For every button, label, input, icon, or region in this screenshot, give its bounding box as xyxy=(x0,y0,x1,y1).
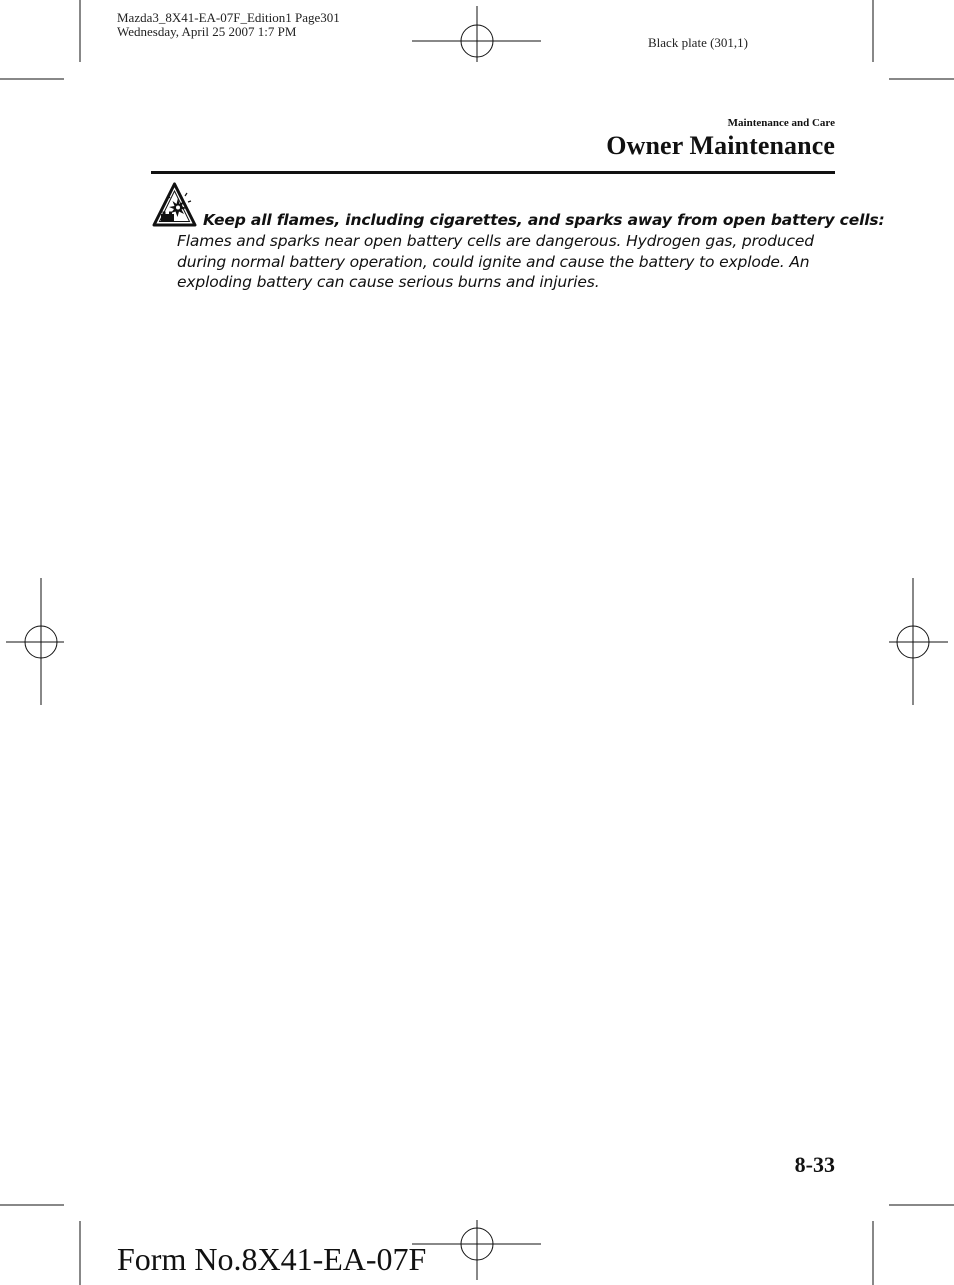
print-job-info: Mazda3_8X41-EA-07F_Edition1 Page301 xyxy=(117,10,340,25)
explosion-hazard-icon xyxy=(152,182,197,228)
page-number: 8-33 xyxy=(794,1152,835,1177)
warning-title: Keep all flames, including cigarettes, and sparks away from open battery cells: xyxy=(203,211,885,229)
section-name: Maintenance and Care xyxy=(727,117,835,129)
warning-text-line: Flames and sparks near open battery cells are dangerous. Hydrogen gas, produced xyxy=(177,232,814,250)
warning-text-line: exploding battery can cause serious burns and injuries. xyxy=(177,273,600,291)
print-date: Wednesday, April 25 2007 1:7 PM xyxy=(117,24,297,39)
title-rule xyxy=(151,171,835,174)
form-number: Form No.8X41-EA-07F xyxy=(117,1241,427,1277)
page-title: Owner Maintenance xyxy=(606,131,835,160)
plate-label: Black plate (301,1) xyxy=(648,35,748,50)
warning-text-line: during normal battery operation, could ignite and cause the battery to explode. An xyxy=(177,253,810,271)
